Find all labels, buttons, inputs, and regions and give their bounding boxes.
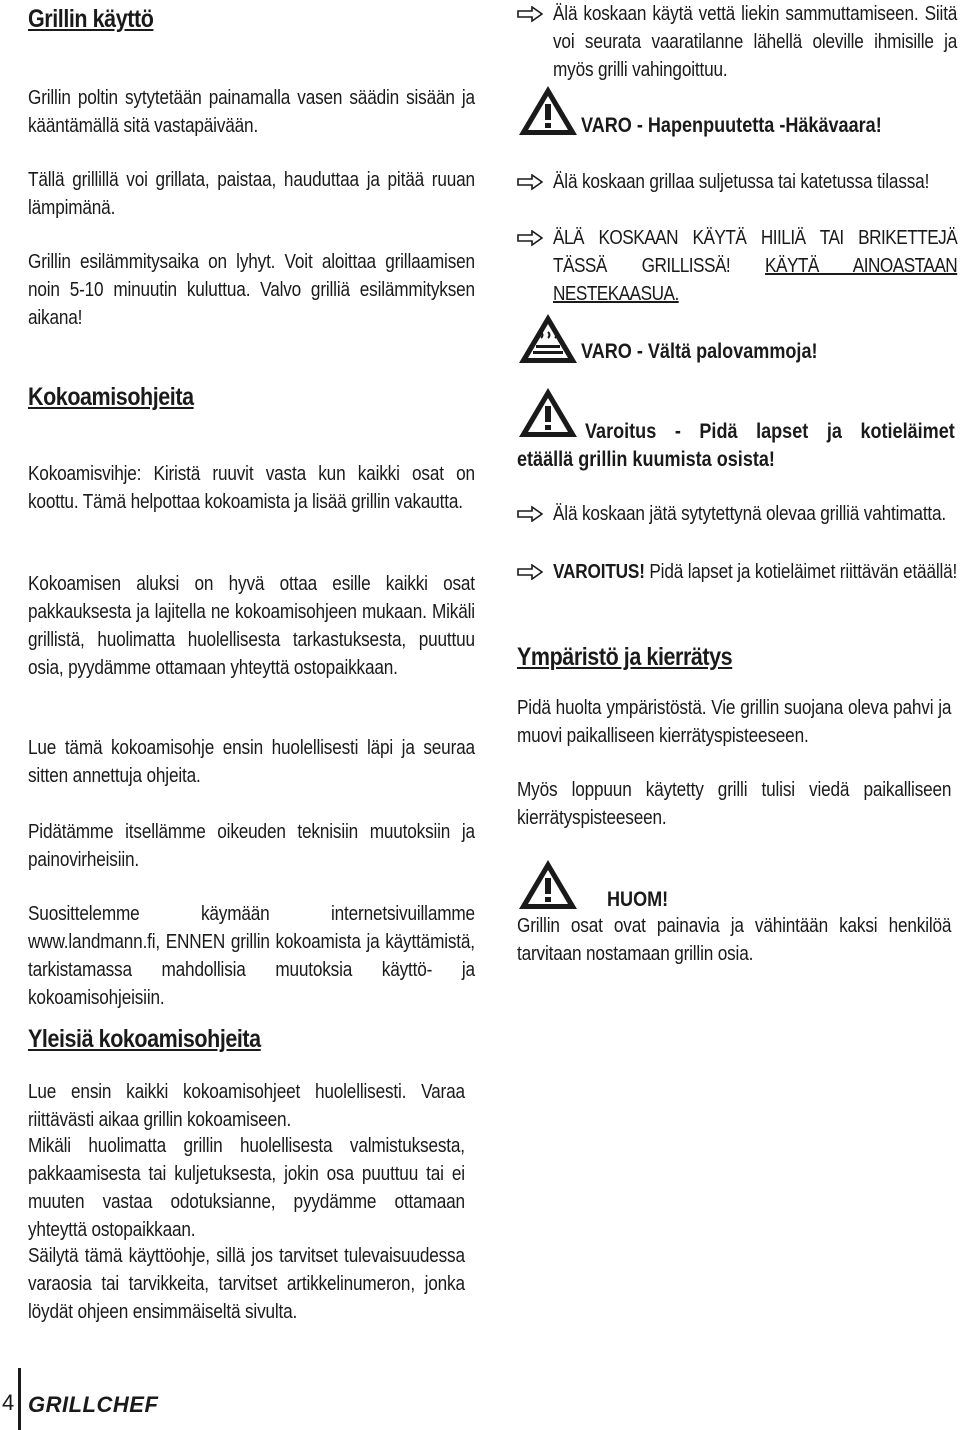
keep-distance-text: Pidä lapset ja kotieläimet riittävän etäällä!: [644, 561, 958, 583]
arrow-right-icon: [517, 174, 543, 190]
warning-triangle-icon: [517, 84, 579, 138]
paragraph-missing-parts: Mikäli huolimatta grillin huolellisesta valmistuksesta, pakkaamisesta tai kuljetuksesta, jokin osa puuttuu tai ei muuten vastaa odotuksianne, pyydämme ottamaan yhteyttä ostopaikkaan.: [28, 1135, 465, 1241]
section-heading-environment: Ympäristö ja kierrätys: [517, 643, 733, 671]
gas-only-text: KÄYTÄ AINOASTAAN NESTEKAASUA.: [553, 255, 958, 305]
brand-logo: GRILLCHEF: [28, 1392, 159, 1417]
hot-surface-warning-icon: [517, 312, 579, 366]
bullet-text: [553, 224, 957, 308]
section-heading-assembly: Kokoamisohjeita: [28, 383, 194, 411]
warning-title-continued: etäällä grillin kuumista osista!: [517, 448, 775, 471]
warning-title: VARO - Hapenpuutetta -Häkävaara!: [581, 114, 882, 137]
paragraph-heavy-parts: Grillin osat ovat painavia ja vähintään kaksi henkilöä tarvitaan nostamaan grillin osia.: [517, 915, 952, 965]
section-heading-general-assembly: Yleisiä kokoamisohjeita: [28, 1025, 261, 1053]
paragraph-assembly-parts: Kokoamisen aluksi on hyvä ottaa esille kaikki osat pakkauksesta ja lajitella ne kokoamisohjeen mukaan. Mikäli grillistä, huolimatta huolellisesta tarkastuksesta, puuttuu osia, pyydämme ottamaan yhteyttä ostopaikkaan.: [28, 573, 475, 679]
paragraph-ignition: Grillin poltin sytytetään painamalla vasen säädin sisään ja kääntämällä sitä vastapäivään.: [28, 87, 475, 137]
bullet-text: [553, 558, 957, 586]
footer-divider: [18, 1368, 21, 1430]
bullet-text: Älä koskaan jätä sytytettynä olevaa grilliä vahtimatta.: [553, 503, 947, 525]
paragraph-rights-reserved: Pidätämme itsellämme oikeuden teknisiin muutoksiin ja painovirheisiin.: [28, 821, 475, 871]
paragraph-cooking-modes: Tällä grillillä voi grillata, paistaa, hauduttaa ja pitää ruuan lämpimänä.: [28, 169, 475, 219]
section-heading-grill-use: Grillin käyttö: [28, 5, 154, 33]
paragraph-keep-manual: Säilytä tämä käyttöohje, sillä jos tarvitset tulevaisuudessa varaosia tai tarvikkeita, tarvitset artikkelinumeron, jonka löydät ohjeen ensimmäiseltä sivulta.: [28, 1245, 465, 1323]
paragraph-recycle-packaging: Pidä huolta ympäristöstä. Vie grillin suojana oleva pahvi ja muovi paikalliseen kierrätyspisteeseen.: [517, 697, 952, 747]
paragraph-read-all: Lue ensin kaikki kokoamisohjeet huolellisesti. Varaa riittävästi aikaa grillin kokoamiseen.: [28, 1081, 465, 1131]
bullet-text: Älä koskaan grillaa suljetussa tai katetussa tilassa!: [553, 171, 930, 193]
paragraph-read-instructions: Lue tämä kokoamisohje ensin huolellisesti läpi ja seuraa sitten annettuja ohjeita.: [28, 737, 475, 787]
warning-title: VARO - Vältä palovammoja!: [581, 340, 818, 363]
paragraph-website: Suosittelemme käymään internetsivuillamme www.landmann.fi, ENNEN grillin kokoamista ja käyttämistä, tarkistamassa mahdollisia muutoksia käyttö- ja kokoamisohjeisiin.: [28, 903, 475, 1009]
paragraph-preheat: Grillin esilämmitysaika on lyhyt. Voit aloittaa grillaamisen noin 5-10 minuutin kuluttua. Valvo grilliä esilämmityksen aikana!: [28, 251, 475, 329]
arrow-right-icon: [517, 6, 543, 22]
paragraph-recycle-grill: Myös loppuun käytetty grilli tulisi viedä paikalliseen kierrätyspisteeseen.: [517, 779, 952, 829]
arrow-right-icon: [517, 564, 543, 580]
warning-title: HUOM!: [607, 888, 669, 911]
page-number: 4: [2, 1390, 15, 1415]
paragraph-assembly-tip: Kokoamisvihje: Kiristä ruuvit vasta kun kaikki osat on koottu. Tämä helpottaa kokoamista ja lisää grillin vakautta.: [28, 463, 475, 513]
warning-title: Varoitus - Pidä lapset ja kotieläimet: [585, 420, 955, 443]
warning-triangle-icon: [517, 858, 579, 912]
arrow-right-icon: [517, 506, 543, 522]
arrow-right-icon: [517, 230, 543, 246]
warning-triangle-icon: [517, 386, 579, 440]
warning-label: VAROITUS!: [553, 561, 645, 583]
charcoal-warning-text: ÄLÄ KOSKAAN KÄYTÄ HIILIÄ TAI BRIKETTEJÄ TÄSSÄ GRILLISSÄ!: [553, 227, 958, 277]
bullet-text: Älä koskaan käytä vettä liekin sammuttamiseen. Siitä voi seurata vaaratilanne lähellä oleville ihmisille ja myös grilli vahingoittuu.: [553, 3, 958, 81]
